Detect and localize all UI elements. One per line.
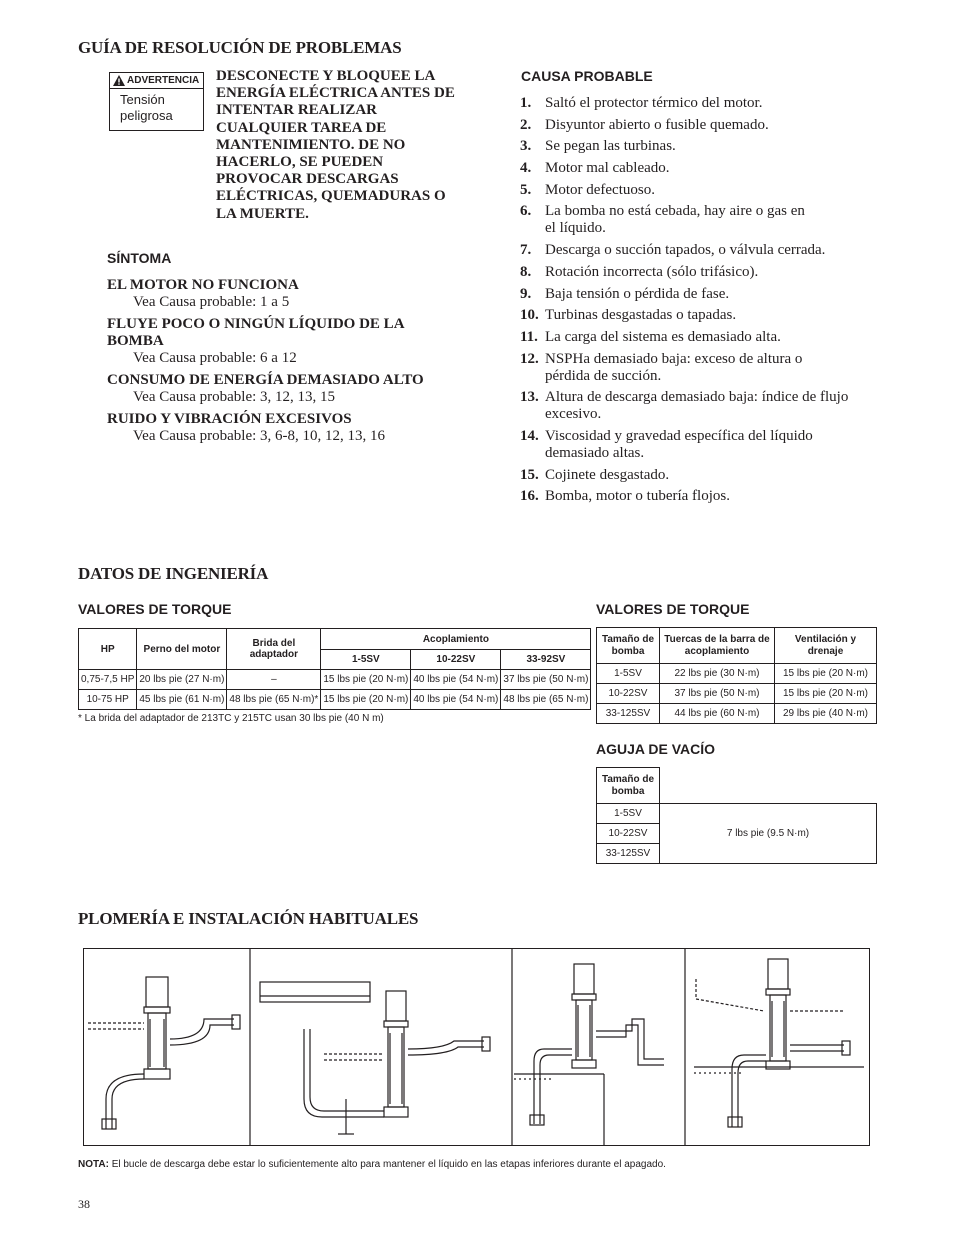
table-row: 0,75-7,5 HP 20 lbs pie (27 N·m) – 15 lbs pie (20 N·m) 40 lbs pie (54 N·m) 37 lbs pie (50 N·m) [79,670,591,690]
symptom-item [107,411,437,445]
cause-list [520,95,880,505]
symptom-title: FLUYE POCO O NINGÚN LÍQUIDO DE LA BOMBA [107,316,404,349]
col-bolt: Perno del motor [137,629,227,670]
plumbing-note [78,1159,666,1170]
plumbing-title: PLOMERÍA E INSTALACIÓN HABITUALES [78,909,419,928]
warning-type: Tensión peligrosa [120,92,173,123]
cause-item: 16. Bomba, motor o tubería flojos. [520,488,730,505]
cause-item: 13. Altura de descarga demasiado baja: índice de flujo excesivo. [520,389,849,423]
symptom-title: EL MOTOR NO FUNCIONA [107,277,299,293]
symptom-item [107,277,437,311]
table-row: 33-125SV [597,844,877,864]
symptom-ref: Vea Causa probable: 3, 12, 13, 15 [133,389,336,405]
engineering-title: DATOS DE INGENIERÍA [78,564,269,583]
note-text: El bucle de descarga debe estar lo suficientemente alto para mantener el líquido en las etapas inferiores durante el apagado. [111,1159,666,1170]
warning-header [110,73,203,89]
col-vent: Ventilación y drenaje [775,628,877,664]
cause-item: 14. Viscosidad y gravedad específica del líquido demasiado altas. [520,427,813,461]
cause-item: 15. Cojinete desgastado. [520,466,670,483]
symptom-ref: Vea Causa probable: 3, 6-8, 10, 12, 13, 16 [133,428,386,444]
symptom-ref: Vea Causa probable: 6 a 12 [133,350,297,366]
pump-diagram-4 [694,959,864,1127]
warning-box [109,72,204,131]
torque-table-right [596,627,877,724]
cause-item: 1. Saltó el protector térmico del motor. [520,95,763,111]
cause-item: 10. Turbinas desgastadas o tapadas. [520,307,737,324]
pump-diagram-3 [514,964,664,1145]
table-row: 1-5SV 22 lbs pie (30 N·m) 15 lbs pie (20 N·m) [597,664,877,684]
installation-diagrams [84,949,869,1145]
table-row: 10-75 HP 45 lbs pie (61 N·m) 48 lbs pie (65 N·m)* 15 lbs pie (20 N·m) 40 lbs pie (54 N·m) 48 lbs pie (65 N·m) [79,690,591,710]
installation-figures [83,948,870,1146]
table-row: 33-125SV 44 lbs pie (60 N·m) 29 lbs pie (40 N·m) [597,704,877,724]
col-size: Tamaño de bomba [597,768,660,804]
table-row: 1-5SV 7 lbs pie (9.5 N·m) [597,804,877,824]
cause-item: 5. Motor defectuoso. [520,181,655,198]
symptom-ref: Vea Causa probable: 1 a 5 [133,294,290,310]
torque-left-heading: VALORES DE TORQUE [78,601,232,617]
symptom-item [107,316,437,367]
cause-item: 3. Se pegan las turbinas. [520,138,676,155]
cause-item: 4. Motor mal cableado. [520,160,670,177]
troubleshooting-title: GUÍA DE RESOLUCIÓN DE PROBLEMAS [78,38,402,57]
col-c3: 33-92SV [501,650,591,670]
cause-item: 11. La carga del sistema es demasiado alta. [520,328,781,345]
col-c1: 1-5SV [321,650,411,670]
cause-heading: CAUSA PROBABLE [521,68,653,84]
pump-diagram-1 [88,977,240,1129]
torque-table-left [78,628,591,710]
note-label: NOTA: [78,1159,109,1170]
table-row: 10-22SV 37 lbs pie (50 N·m) 15 lbs pie (20 N·m) [597,684,877,704]
torque-footnote: * La brida del adaptador de 213TC y 215TC usan 30 lbs pie (40 N m) [78,713,384,724]
symptom-heading: SÍNTOMA [107,250,172,266]
warning-triangle-icon [113,75,125,86]
col-flange: Brida del adaptador [227,629,321,670]
col-hp: HP [79,629,137,670]
cause-item: 6. La bomba no está cebada, hay aire o gas en el líquido. [520,203,805,237]
col-size: Tamaño de bomba [597,628,660,664]
table-row: 10-22SV [597,824,877,844]
symptom-item [107,372,437,406]
page-number: 38 [78,1197,90,1211]
cause-item: 8. Rotación incorrecta (sólo trifásico). [520,263,759,280]
col-nuts: Tuercas de la barra de acoplamiento [660,628,775,664]
vacuum-value: 7 lbs pie (9.5 N·m) [660,804,877,864]
cause-item: 9. Baja tensión o pérdida de fase. [520,285,730,302]
cause-item: 2. Disyuntor abierto o fusible quemado. [520,116,769,133]
col-c2: 10-22SV [411,650,501,670]
symptom-title: CONSUMO DE ENERGÍA DEMASIADO ALTO [107,372,424,388]
torque-right-heading: VALORES DE TORQUE [596,601,750,617]
warning-message: DESCONECTE Y BLOQUEE LA ENERGÍA ELÉCTRICA ANTES DE INTENTAR REALIZAR CUALQUIER TAREA DE MANTENIMIENTO. DE NO HACERLO, SE PUEDEN PROVOCAR DESCARGAS ELÉCTRICAS, QUEMADURAS O LA MUERTE. [216,68,455,222]
warning-label: ADVERTENCIA [127,75,200,86]
vacuum-table [596,767,877,864]
col-coupling: Acoplamiento [321,629,591,650]
symptom-title: RUIDO Y VIBRACIÓN EXCESIVOS [107,411,352,427]
vacuum-heading: AGUJA DE VACÍO [596,741,716,757]
symptom-list [107,277,437,445]
cause-item: 7. Descarga o succión tapados, o válvula cerrada. [520,242,826,259]
cause-item: 12. NSPHa demasiado baja: exceso de altura o pérdida de succión. [520,350,803,384]
pump-diagram-2 [260,982,490,1134]
